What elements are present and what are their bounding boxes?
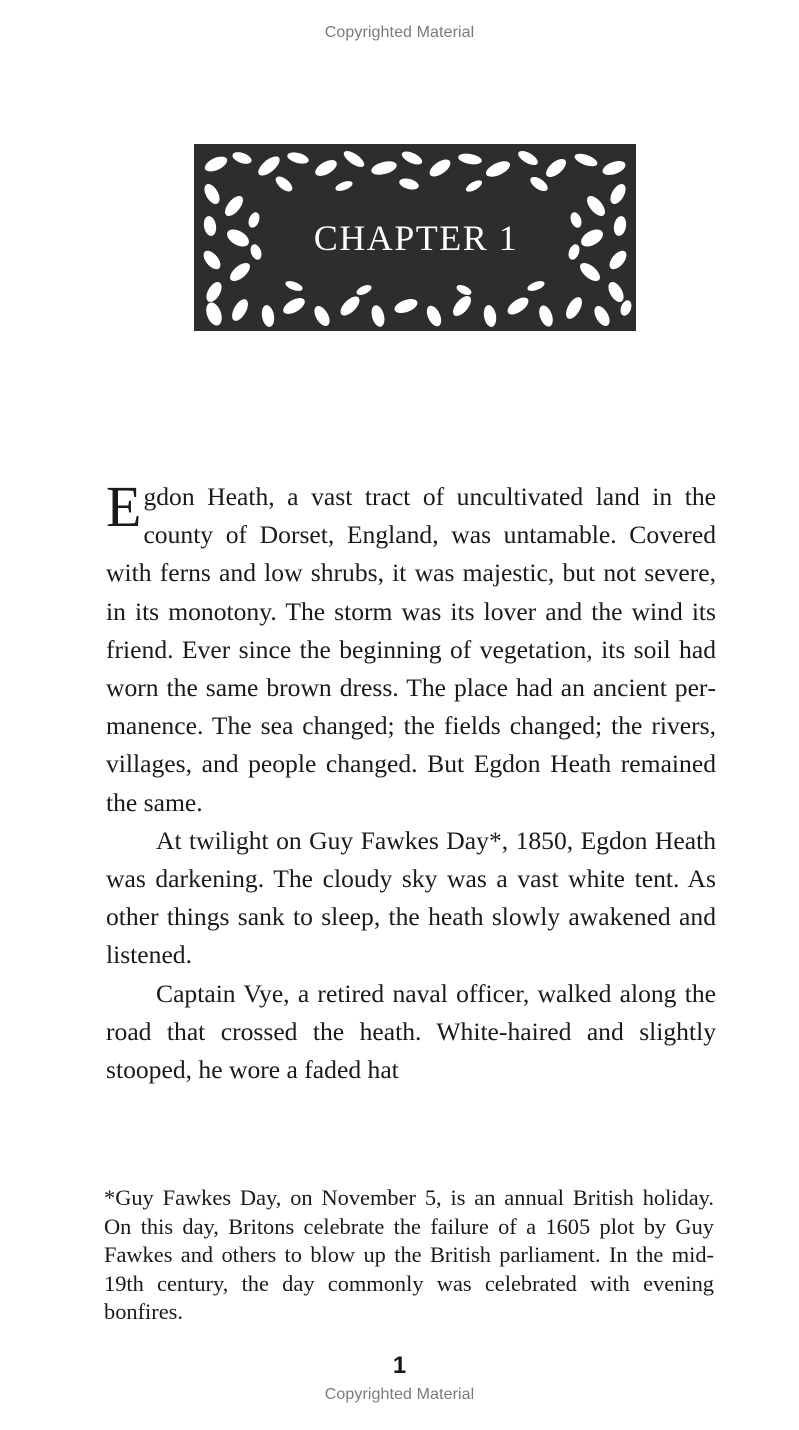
- paragraph-1: [106, 474, 716, 822]
- paragraph-3: Captain Vye, a retired naval officer, walked along the road that crossed the heath. White-haired and slightly stooped, he wore a faded hat: [106, 978, 716, 1085]
- paragraph-1-text: gdon Heath, a vast tract of uncultivated land in the county of Dorset, England, was untamable. Covered with ferns and low shrubs, it was majestic, but not severe, in its monotony. The storm was its lover and the wind its friend. Ever since the beginning of vegetation, its soil had worn the same brown dress. The place had an ancient permanence. The sea changed; the fields changed; the rivers, villages, and people changed. But Egdon Heath remained the same.: [106, 482, 716, 817]
- copyright-watermark-bottom: Copyrighted Material: [324, 1386, 475, 1403]
- chapter-title: CHAPTER 1: [313, 218, 519, 258]
- chapter-body-text: [106, 474, 716, 1089]
- footnote: *Guy Fawkes Day, on November 5, is an annual British holiday. On this day, Britons celebrate the failure of a 1605 plot by Guy Fawkes and others to blow up the British parliament. In the mid-19th century, the day commonly was celebrated with evening bonfires.: [104, 1185, 714, 1325]
- paragraph-2: At twilight on Guy Fawkes Day*, 1850, Egdon Heath was darkening. The cloudy sky was a vast white tent. As other things sank to sleep, the heath slowly awakened and listened.: [106, 825, 716, 970]
- page-number: 1: [392, 1352, 407, 1379]
- chapter-heading-ornament: [194, 144, 636, 331]
- drop-cap: E: [106, 474, 142, 539]
- copyright-watermark-top: Copyrighted Material: [324, 24, 475, 41]
